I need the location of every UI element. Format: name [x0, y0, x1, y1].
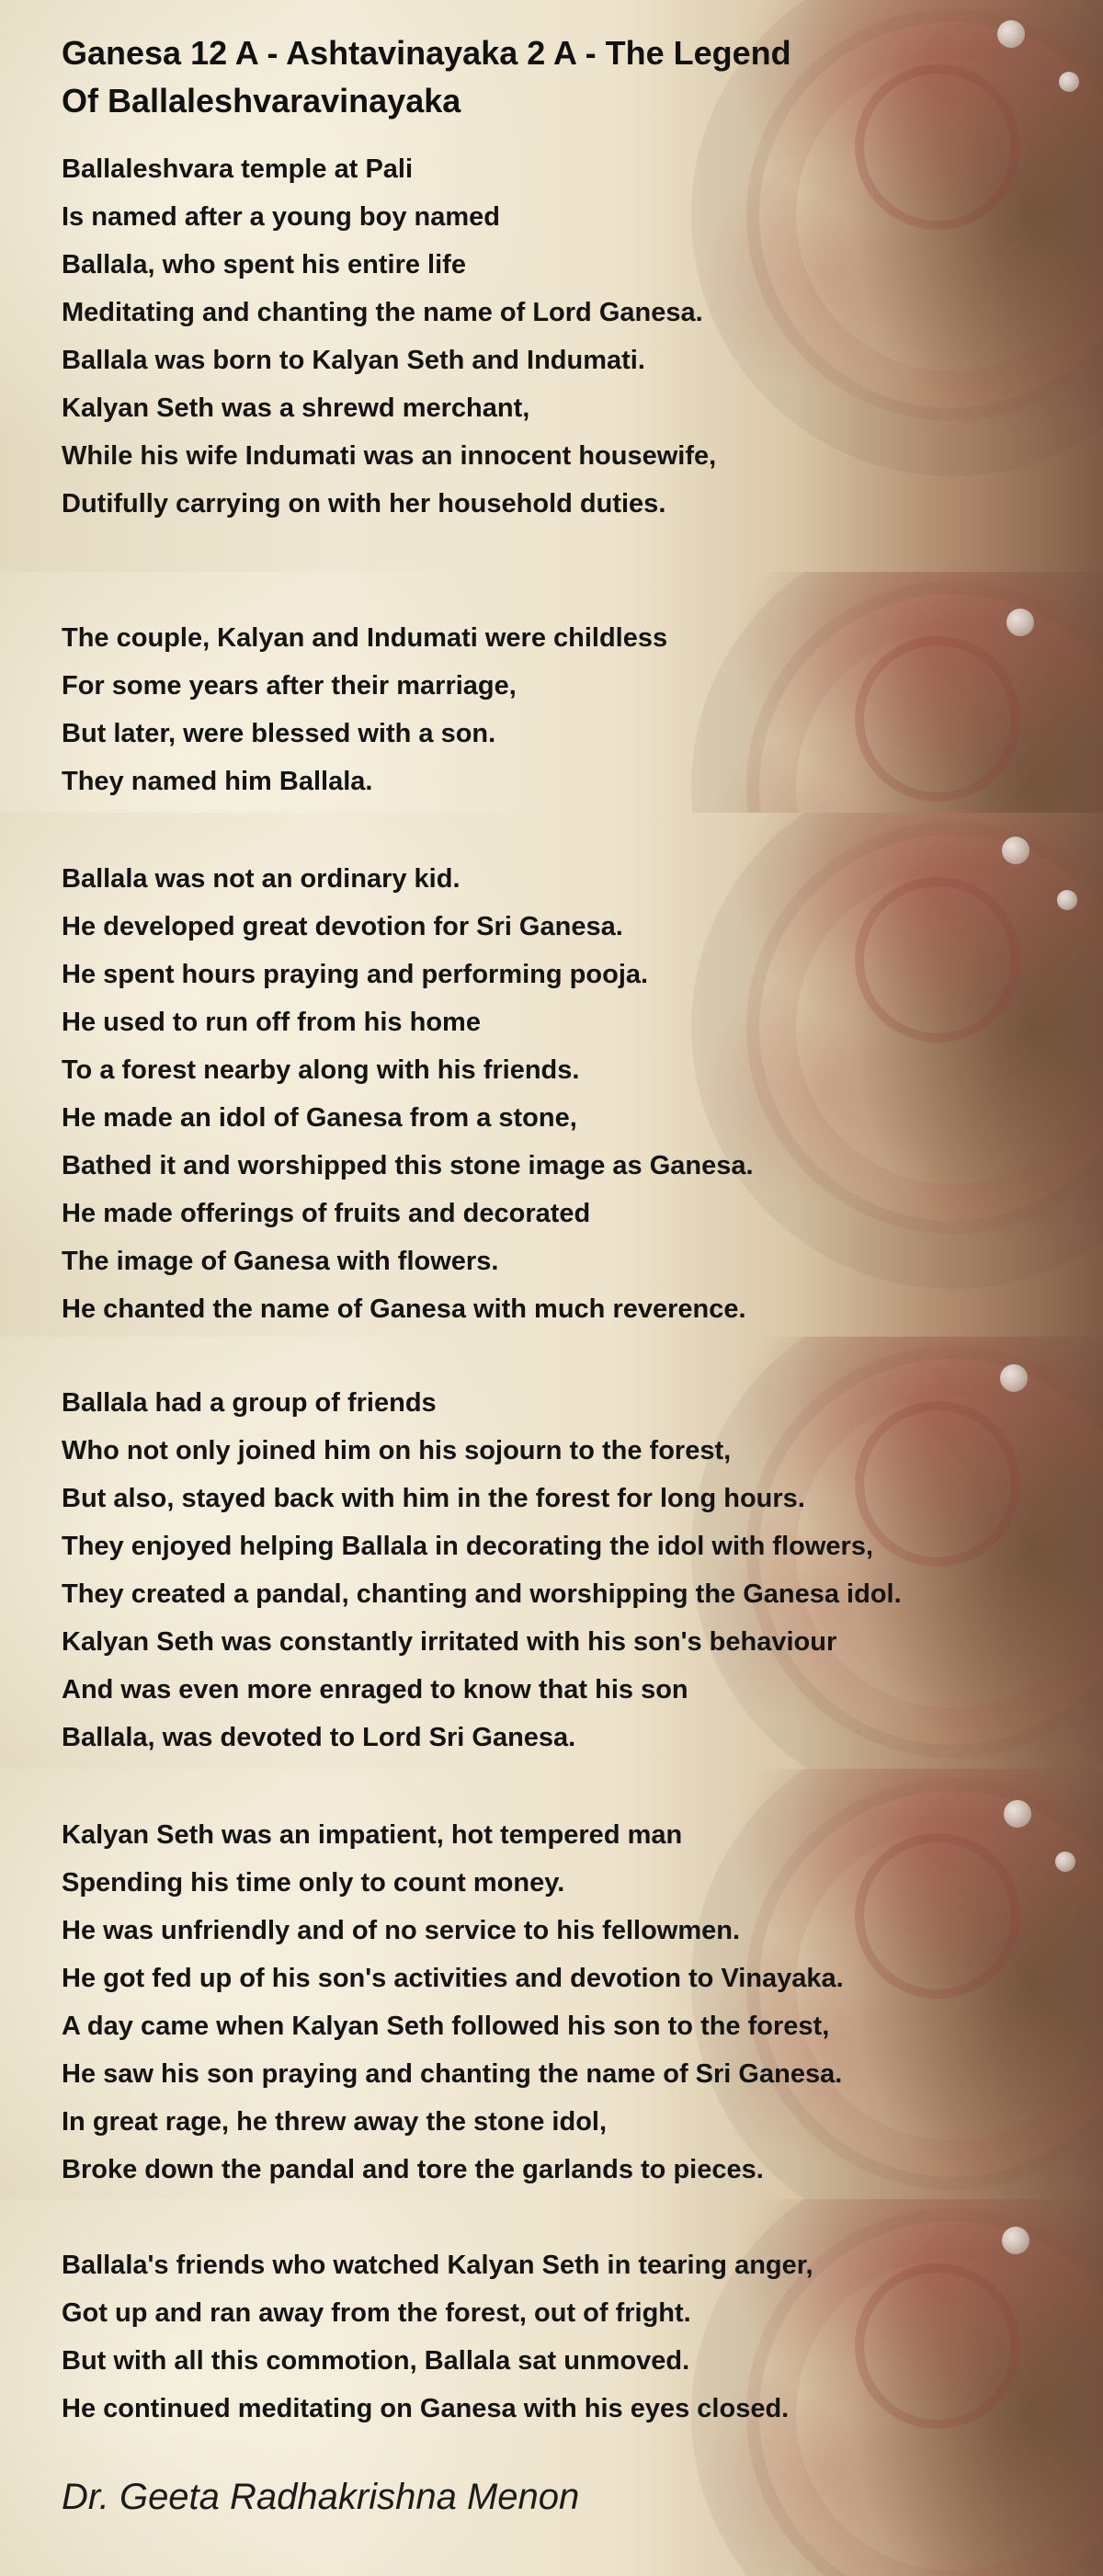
poem-line: And was even more enraged to know that his son	[62, 1675, 688, 1704]
poem-line: Dutifully carrying on with her household duties.	[62, 489, 666, 519]
poem-line: Ballala's friends who watched Kalyan Seth in tearing anger,	[62, 2251, 813, 2280]
poem-line: He developed great devotion for Sri Ganesa.	[62, 912, 623, 941]
poem-line: Ballala had a group of friends	[62, 1388, 437, 1418]
poem-line: They created a pandal, chanting and worshipping the Ganesa idol.	[62, 1579, 902, 1609]
poem-line: Kalyan Seth was an impatient, hot tempered man	[62, 1820, 683, 1850]
poem-line: To a forest nearby along with his friends.	[62, 1055, 580, 1085]
poem-line: He spent hours praying and performing pooja.	[62, 960, 649, 989]
poem-line: Ballala, who spent his entire life	[62, 250, 466, 279]
poem-line: In great rage, he threw away the stone idol,	[62, 2107, 608, 2137]
poem-line: He used to run off from his home	[62, 1008, 481, 1037]
poem-line: Is named after a young boy named	[62, 202, 500, 232]
stanza-1	[62, 125, 1103, 528]
poem-line: He chanted the name of Ganesa with much reverence.	[62, 1294, 746, 1324]
poem-line: Ballala was not an ordinary kid.	[62, 864, 461, 894]
poem-line: He made offerings of fruits and decorated	[62, 1199, 591, 1228]
stanza-panel-1	[0, 0, 1103, 572]
poem-line: While his wife Indumati was an innocent housewife,	[62, 441, 717, 471]
stanza-panel-4	[0, 1337, 1103, 1769]
poem-line: Ballala, was devoted to Lord Sri Ganesa.	[62, 1723, 576, 1752]
poem-line: Meditating and chanting the name of Lord Ganesa.	[62, 298, 703, 327]
poem-line: Ballaleshvara temple at Pali	[62, 154, 414, 184]
poem-line: They enjoyed helping Ballala in decorating the idol with flowers,	[62, 1532, 874, 1561]
poem-author: Dr. Geeta Radhakrishna Menon	[62, 2477, 580, 2517]
poem-line: The image of Ganesa with flowers.	[62, 1247, 499, 1276]
poem-line: Bathed it and worshipped this stone image as Ganesa.	[62, 1151, 754, 1180]
poem-title-line-2: Of Ballaleshvaravinayaka	[62, 82, 461, 120]
poem-line: Spending his time only to count money.	[62, 1868, 565, 1898]
stanza-panel-5	[0, 1769, 1103, 2199]
poem-line: Got up and ran away from the forest, out of fright.	[62, 2298, 691, 2328]
stanza-5	[62, 1769, 1103, 2194]
poem-line: Kalyan Seth was constantly irritated with his son's behaviour	[62, 1627, 837, 1657]
stanza-6	[62, 2199, 1103, 2433]
poem-line: Broke down the pandal and tore the garlands to pieces.	[62, 2155, 764, 2184]
stanza-4	[62, 1337, 1103, 1761]
stanza-2	[62, 572, 1103, 805]
poem-line: But with all this commotion, Ballala sat unmoved.	[62, 2346, 690, 2376]
poem-line: They named him Ballala.	[62, 767, 373, 796]
poem-line: He got fed up of his son's activities and devotion to Vinayaka.	[62, 1964, 844, 1993]
stanza-panel-6	[0, 2199, 1103, 2576]
poem-line: Ballala was born to Kalyan Seth and Indumati.	[62, 346, 645, 375]
poem-line: A day came when Kalyan Seth followed his son to the forest,	[62, 2012, 830, 2041]
stanza-panel-3	[0, 813, 1103, 1337]
poem-line: He saw his son praying and chanting the name of Sri Ganesa.	[62, 2059, 843, 2089]
poem-title-line-1: Ganesa 12 A - Ashtavinayaka 2 A - The Legend	[62, 34, 791, 72]
poem-line: Kalyan Seth was a shrewd merchant,	[62, 393, 530, 423]
poem-line: For some years after their marriage,	[62, 671, 517, 701]
poem-line: But also, stayed back with him in the forest for long hours.	[62, 1484, 805, 1513]
stanza-panel-2	[0, 572, 1103, 813]
poem-line: Who not only joined him on his sojourn to the forest,	[62, 1436, 732, 1465]
poem-line: But later, were blessed with a son.	[62, 719, 496, 748]
stanza-3	[62, 813, 1103, 1333]
poem-line: He made an idol of Ganesa from a stone,	[62, 1103, 577, 1133]
poem-line: He was unfriendly and of no service to his fellowmen.	[62, 1916, 741, 1945]
poem-title	[62, 0, 1103, 125]
poem-line: The couple, Kalyan and Indumati were childless	[62, 623, 668, 653]
poem-line: He continued meditating on Ganesa with his eyes closed.	[62, 2394, 790, 2423]
